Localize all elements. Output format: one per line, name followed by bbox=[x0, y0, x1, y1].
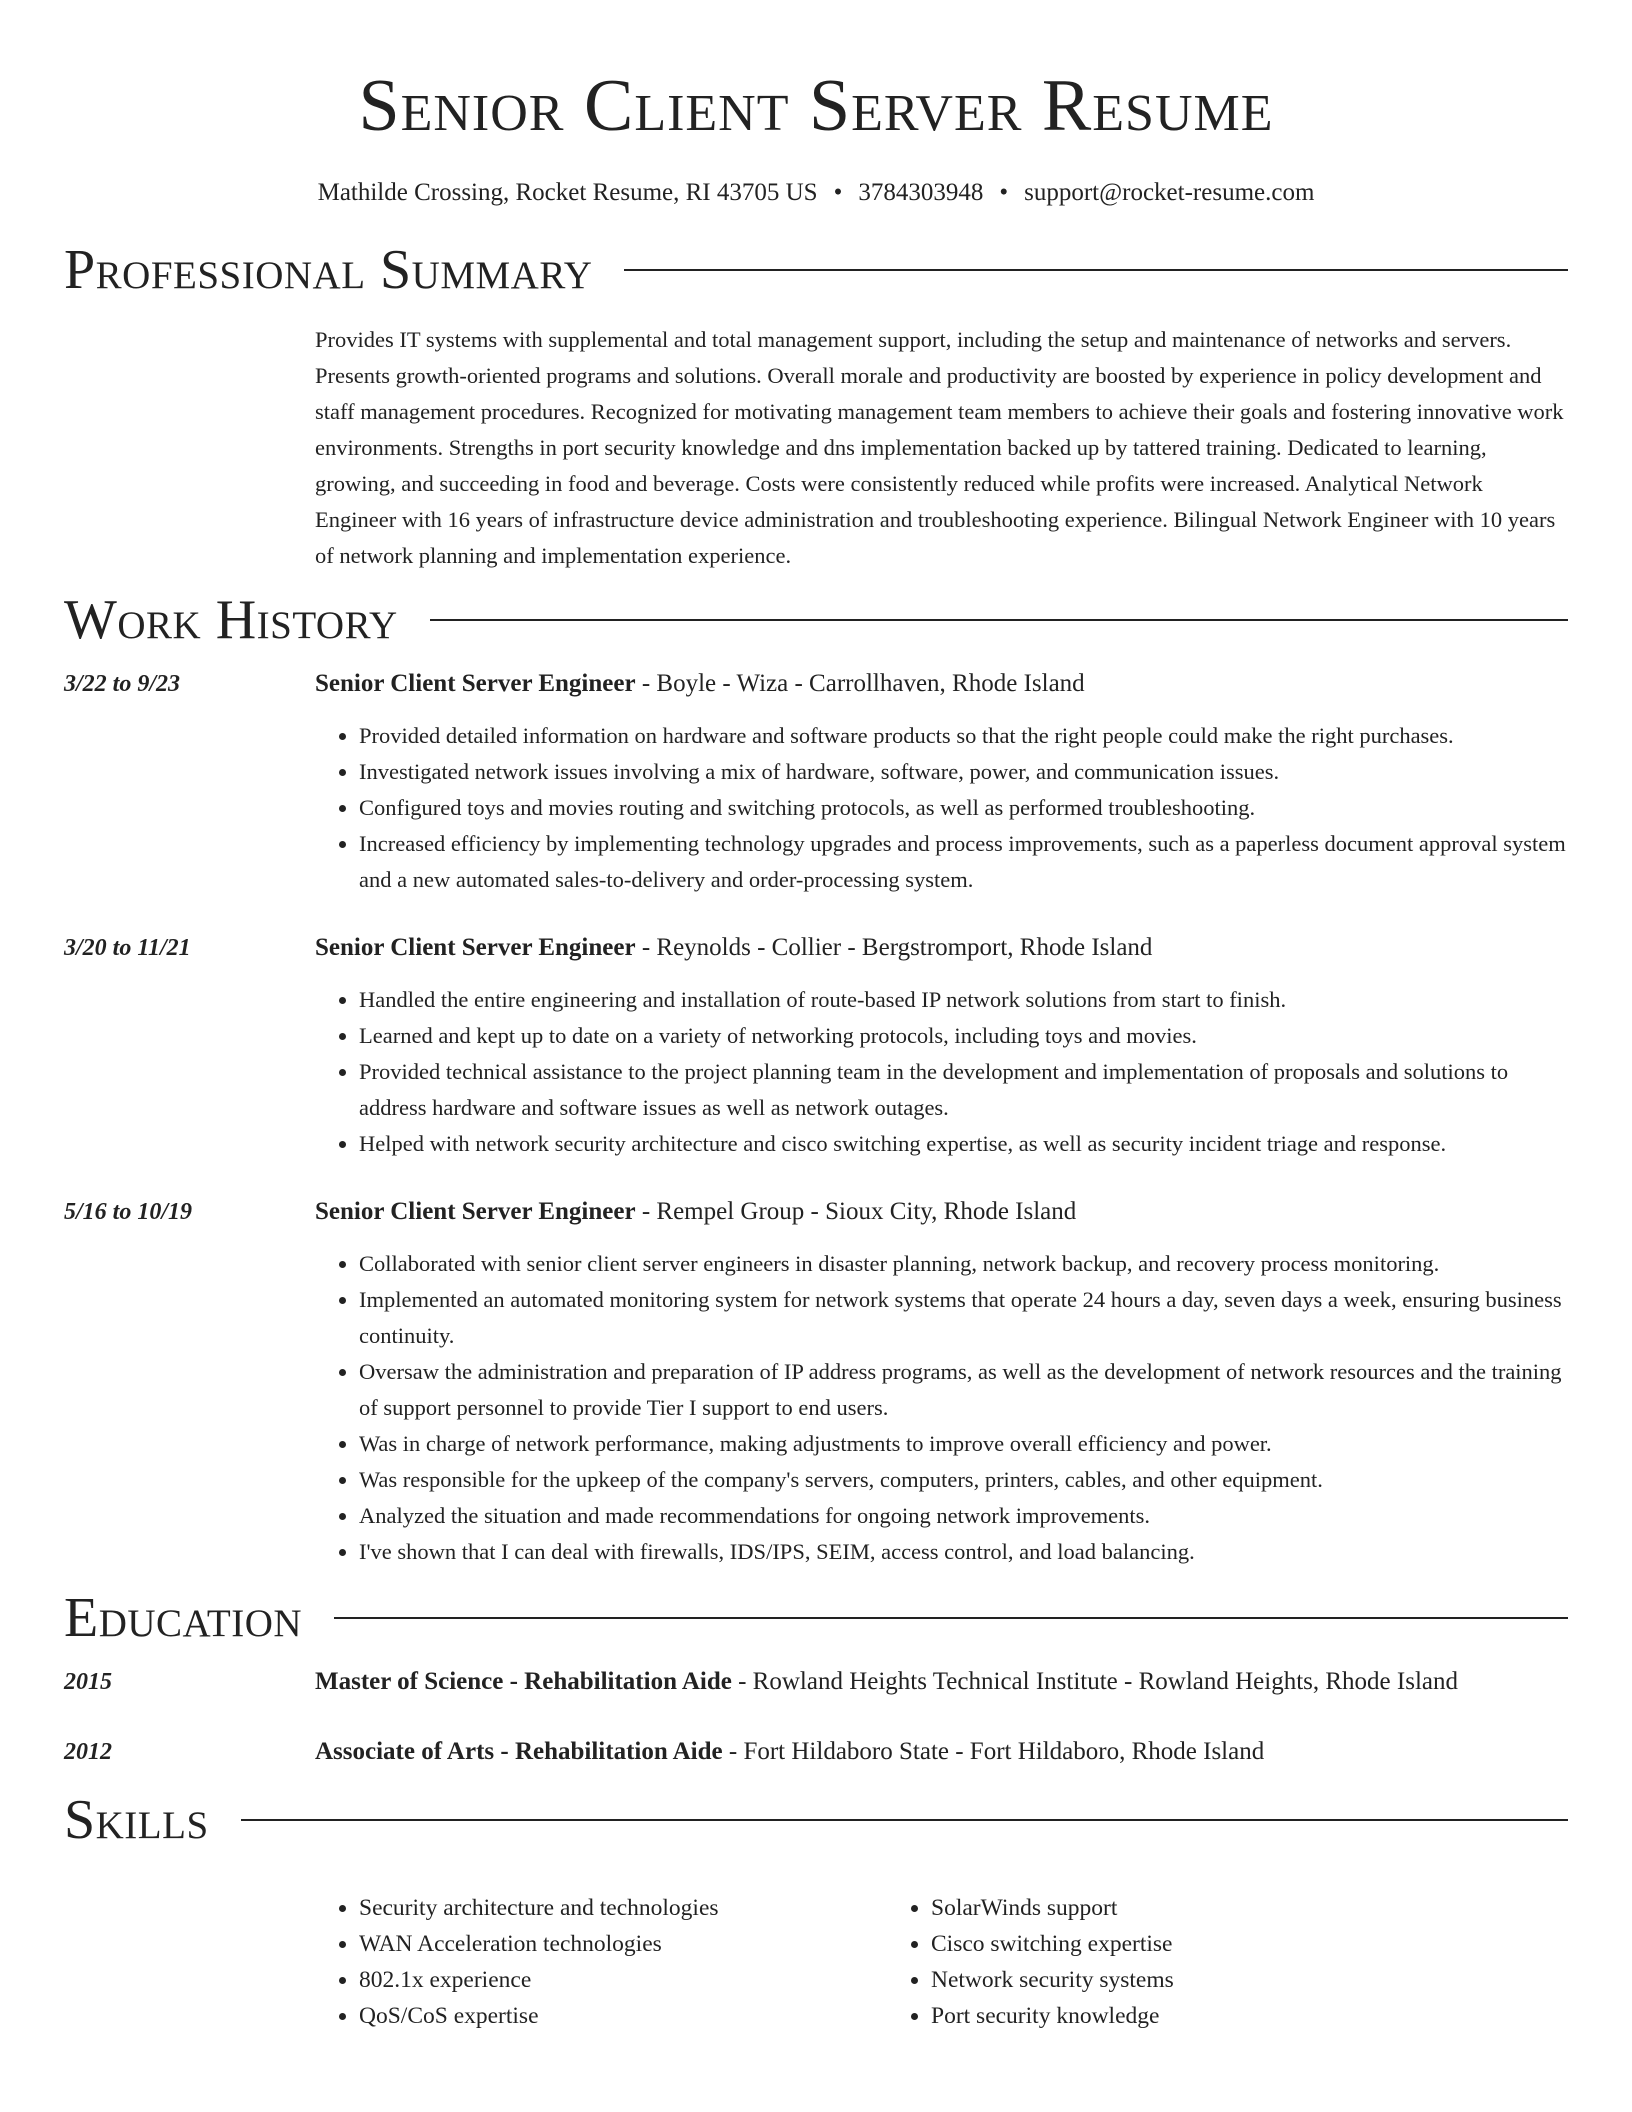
job-dates: 3/22 to 9/23 bbox=[64, 671, 181, 697]
job-bullet: • Learned and kept up to date on a variety of networking protocols, including toys and movies. bbox=[359, 1018, 1568, 1054]
education-year: 2015 bbox=[64, 1669, 112, 1695]
skills-list-left bbox=[315, 1890, 887, 2034]
education-school: - Fort Hildaboro State - Fort Hildaboro, Rhode Island bbox=[722, 1738, 1265, 1765]
job-bullet: • Investigated network issues involving a mix of hardware, software, power, and communication issues. bbox=[359, 754, 1568, 790]
education-heading bbox=[315, 1664, 1458, 1700]
contact-line bbox=[64, 178, 1568, 208]
job-bullet: • Handled the entire engineering and installation of route-based IP network solutions from start to finish. bbox=[359, 982, 1568, 1018]
skill-item: • Cisco switching expertise bbox=[931, 1926, 1459, 1962]
job-entry bbox=[64, 666, 1568, 898]
skill-item: • WAN Acceleration technologies bbox=[359, 1926, 887, 1962]
education-degree: Master of Science - Rehabilitation Aide bbox=[315, 1668, 732, 1695]
education-entry bbox=[64, 1734, 1568, 1770]
contact-separator: • bbox=[833, 179, 843, 206]
job-bullets bbox=[315, 1246, 1568, 1570]
contact-phone: 3784303948 bbox=[858, 179, 984, 206]
section-work-history bbox=[64, 588, 1568, 652]
education-degree: Associate of Arts - Rehabilitation Aide bbox=[315, 1738, 723, 1765]
education-year: 2012 bbox=[64, 1739, 112, 1765]
skill-item: • Security architecture and technologies bbox=[359, 1890, 887, 1926]
job-dates: 5/16 to 10/19 bbox=[64, 1199, 193, 1225]
job-bullet: • Helped with network security architecture and cisco switching expertise, as well as security incident triage and response. bbox=[359, 1126, 1568, 1162]
skill-item: • Port security knowledge bbox=[931, 1998, 1459, 2034]
job-heading bbox=[315, 930, 1568, 966]
job-bullets bbox=[315, 982, 1568, 1162]
section-heading: Skills bbox=[64, 1789, 209, 1851]
job-bullet: • Collaborated with senior client server engineers in disaster planning, network backup, and recovery process monitoring. bbox=[359, 1246, 1568, 1282]
section-rule bbox=[241, 1819, 1568, 1821]
section-rule bbox=[624, 269, 1568, 271]
section-education bbox=[64, 1586, 1568, 1650]
job-bullet: • Provided technical assistance to the project planning team in the development and implementation of proposals and solutions to address hardware and software issues as well as network outages. bbox=[359, 1054, 1568, 1126]
job-bullet: • Analyzed the situation and made recommendations for ongoing network improvements. bbox=[359, 1498, 1568, 1534]
job-bullet: • Configured toys and movies routing and switching protocols, as well as performed troubleshooting. bbox=[359, 790, 1568, 826]
education-entry bbox=[64, 1664, 1568, 1700]
section-professional-summary bbox=[64, 238, 1568, 302]
job-employer: - Rempel Group - Sioux City, Rhode Island bbox=[635, 1198, 1077, 1225]
contact-email: support@rocket-resume.com bbox=[1024, 179, 1315, 206]
section-heading: Education bbox=[64, 1587, 303, 1649]
education-heading bbox=[315, 1734, 1264, 1770]
job-bullet: • Provided detailed information on hardware and software products so that the right people could make the right purchases. bbox=[359, 718, 1568, 754]
skills-columns bbox=[315, 1890, 1568, 2034]
section-heading: Professional Summary bbox=[64, 239, 593, 301]
job-heading bbox=[315, 666, 1568, 702]
skills-list-right bbox=[887, 1890, 1459, 2034]
job-bullets bbox=[315, 718, 1568, 898]
section-heading: Work History bbox=[64, 589, 398, 651]
section-skills bbox=[64, 1788, 1568, 1852]
skill-item: • Network security systems bbox=[931, 1962, 1459, 1998]
job-heading bbox=[315, 1194, 1568, 1230]
resume-title: Senior Client Server Resume bbox=[358, 65, 1274, 147]
job-bullet: • Oversaw the administration and preparation of IP address programs, as well as the development of network resources and the training of support personnel to provide Tier I support to end users. bbox=[359, 1354, 1568, 1426]
job-entry bbox=[64, 1194, 1568, 1570]
job-bullet: • Implemented an automated monitoring system for network systems that operate 24 hours a day, seven days a week, ensuring business continuity. bbox=[359, 1282, 1568, 1354]
skill-item: • SolarWinds support bbox=[931, 1890, 1459, 1926]
job-bullet: • Was in charge of network performance, making adjustments to improve overall efficiency and power. bbox=[359, 1426, 1568, 1462]
contact-address: Mathilde Crossing, Rocket Resume, RI 43705 US bbox=[317, 179, 818, 206]
job-entry bbox=[64, 930, 1568, 1162]
skill-item: • 802.1x experience bbox=[359, 1962, 887, 1998]
education-school: - Rowland Heights Technical Institute - Rowland Heights, Rhode Island bbox=[731, 1668, 1458, 1695]
job-bullet: • I've shown that I can deal with firewalls, IDS/IPS, SEIM, access control, and load balancing. bbox=[359, 1534, 1568, 1570]
section-rule bbox=[430, 619, 1568, 621]
summary-text: Provides IT systems with supplemental and total management support, including the setup and maintenance of networks and servers. Presents growth-oriented programs and solutions. Overall morale and productivity are boosted by experience in policy development and staff management procedures. Recognized for motivating management team members to achieve their goals and fostering innovative work environments. Strengths in port security knowledge and dns implementation backed up by tattered training. Dedicated to learning, growing, and succeeding in food and beverage. Costs were consistently reduced while profits were increased. Analytical Network Engineer with 16 years of infrastructure device administration and troubleshooting experience. Bilingual Network Engineer with 10 years of network planning and implementation experience. bbox=[315, 327, 1564, 568]
job-dates: 3/20 to 11/21 bbox=[64, 935, 191, 961]
job-bullet: • Increased efficiency by implementing technology upgrades and process improvements, such as a paperless document approval system and a new automated sales-to-delivery and order-processing system. bbox=[359, 826, 1568, 898]
job-bullet: • Was responsible for the upkeep of the company's servers, computers, printers, cables, and other equipment. bbox=[359, 1462, 1568, 1498]
skill-item: • QoS/CoS expertise bbox=[359, 1998, 887, 2034]
job-title: Senior Client Server Engineer bbox=[315, 670, 636, 697]
job-employer: - Reynolds - Collier - Bergstromport, Rhode Island bbox=[635, 934, 1153, 961]
section-rule bbox=[334, 1617, 1568, 1619]
job-employer: - Boyle - Wiza - Carrollhaven, Rhode Island bbox=[635, 670, 1085, 697]
job-title: Senior Client Server Engineer bbox=[315, 1198, 636, 1225]
contact-separator: • bbox=[999, 179, 1009, 206]
job-title: Senior Client Server Engineer bbox=[315, 934, 636, 961]
